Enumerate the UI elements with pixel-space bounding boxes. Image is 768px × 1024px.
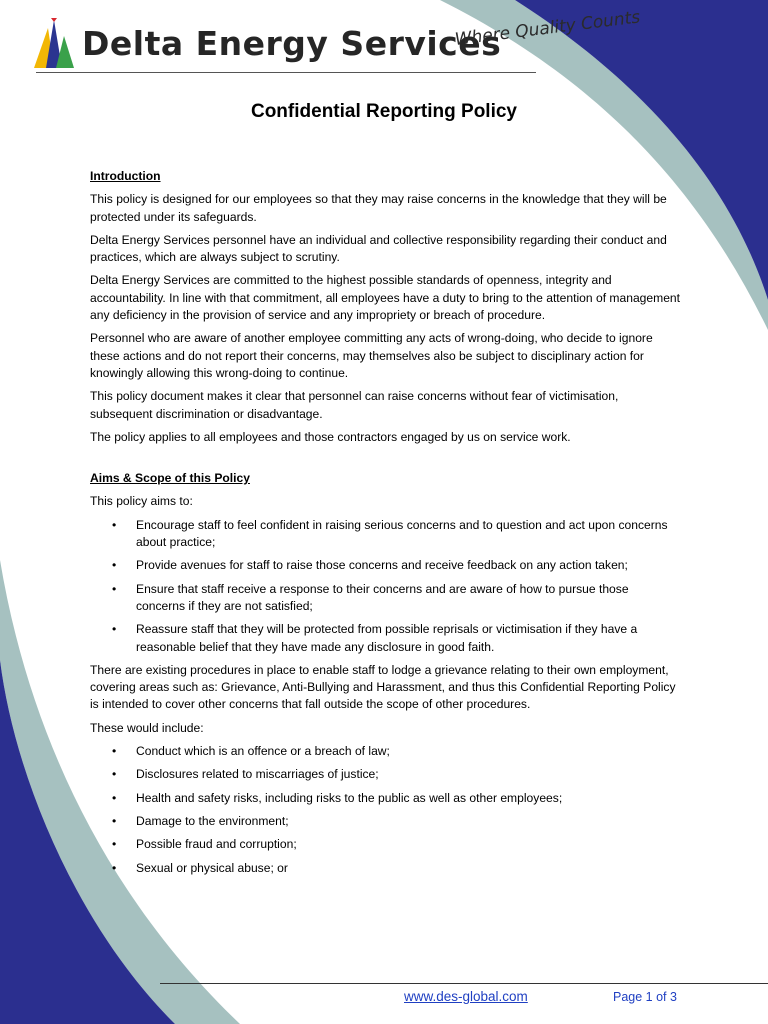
aims-list — [90, 517, 680, 656]
list-item: • Encourage staff to feel confident in raising serious concerns and to question and act upon concerns about practice; — [112, 517, 668, 550]
header-divider — [36, 72, 536, 73]
paragraph: There are existing procedures in place to enable staff to lodge a grievance relating to their own employment, covering areas such as: Grievance, Anti-Bullying and Harassment, and thus this Confidential Reporting Policy is intended to cover other concerns that fall outside the scope of other procedures. — [90, 662, 676, 712]
list-item: • Reassure staff that they will be protected from possible reprisals or victimisation if they have a reasonable belief that they have made any disclosure in good faith. — [112, 622, 638, 654]
list-item: • Ensure that staff receive a response to their concerns and are aware of how to pursue those concerns if they are not satisfied; — [112, 581, 629, 613]
list-item: • Possible fraud and corruption; — [112, 837, 297, 852]
footer-divider — [160, 983, 768, 984]
paragraph: This policy document makes it clear that personnel can raise concerns without fear of victimisation, subsequent discrimination or disadvantage. — [90, 389, 619, 421]
paragraph: Delta Energy Services are committed to the highest possible standards of openness, integrity and accountability. In line with that commitment, all employees have a duty to bring to the attention of management any deficiency in the provision of service and any impropriety or breach of procedure. — [90, 273, 681, 323]
paragraph: Delta Energy Services personnel have an individual and collective responsibility regarding their conduct and practices, which are always subject to scrutiny. — [90, 232, 667, 265]
includes-list — [90, 743, 680, 877]
list-item: • Provide avenues for staff to raise those concerns and receive feedback on any action taken; — [112, 558, 628, 573]
brand-name: Delta Energy Services — [82, 24, 502, 63]
list-item: • Health and safety risks, including risks to the public as well as other employees; — [112, 790, 563, 805]
list-item: • Damage to the environment; — [112, 813, 289, 828]
delta-logo-icon — [30, 18, 76, 70]
paragraph: These would include: — [90, 720, 204, 735]
section-heading-introduction: Introduction — [90, 169, 161, 183]
document-body — [90, 168, 680, 883]
paragraph: This policy aims to: — [90, 494, 193, 509]
paragraph: The policy applies to all employees and those contractors engaged by us on service work. — [90, 429, 571, 444]
website-link[interactable]: www.des-global.com — [404, 989, 528, 1004]
brand-tagline: Where Quality Counts — [453, 7, 642, 50]
list-item: • Conduct which is an offence or a breach of law; — [112, 744, 390, 759]
section-heading-aims: Aims & Scope of this Policy — [90, 471, 250, 486]
page-number: Page 1 of 3 — [613, 990, 677, 1004]
paragraph: Personnel who are aware of another employee committing any acts of wrong-doing, who decide to ignore these actions and do not report their concerns, may themselves also be subject to disciplinary action for knowingly allowing this wrong-doing to continue. — [90, 331, 653, 380]
page-title: Confidential Reporting Policy — [250, 101, 517, 122]
list-item: • Sexual or physical abuse; or — [112, 860, 288, 875]
list-item: • Disclosures related to miscarriages of justice; — [112, 767, 379, 782]
paragraph: This policy is designed for our employees so that they may raise concerns in the knowledge that they will be protected under its safeguards. — [90, 192, 667, 224]
